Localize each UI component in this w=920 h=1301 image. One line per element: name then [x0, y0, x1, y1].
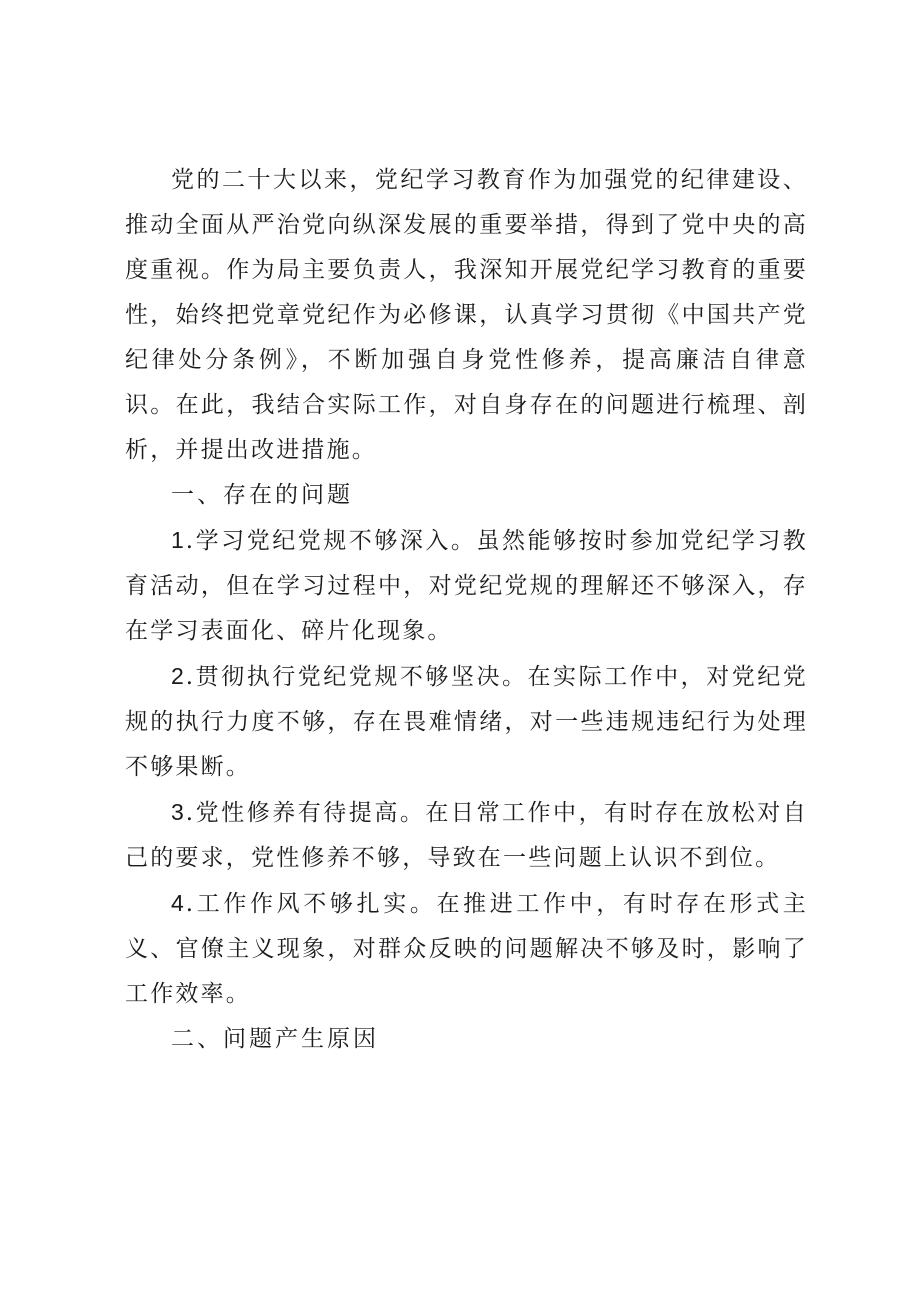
problem-item-1 — [125, 518, 808, 654]
problem-item-2 — [125, 654, 808, 790]
item-number: 1 — [171, 527, 184, 553]
item-text: .贯彻执行党纪党规不够坚决。在实际工作中，对党纪党规的执行力度不够，存在畏难情绪，对一些违规违纪行为处理不够果断。 — [125, 664, 808, 780]
section-heading-causes: 二、问题产生原因 — [171, 1026, 379, 1052]
item-text: .党性修养有待提高。在日常工作中，有时存在放松对自己的要求，党性修养不够，导致在一些问题上认识不到位。 — [125, 800, 808, 871]
section-heading-problems: 一、存在的问题 — [171, 482, 353, 508]
item-text: .学习党纪党规不够深入。虽然能够按时参加党纪学习教育活动，但在学习过程中，对党纪党规的理解还不够深入，存在学习表面化、碎片化现象。 — [125, 528, 808, 644]
problem-item-4 — [125, 881, 808, 1017]
item-number: 4 — [171, 890, 184, 916]
item-text: .工作作风不够扎实。在推进工作中，有时存在形式主义、官僚主义现象，对群众反映的问题解决不够及时，影响了工作效率。 — [125, 891, 808, 1007]
item-number: 2 — [171, 663, 184, 689]
intro-paragraph: 党的二十大以来，党纪学习教育作为加强党的纪律建设、推动全面从严治党向纵深发展的重要举措，得到了党中央的高度重视。作为局主要负责人，我深知开展党纪学习教育的重要性，始终把党章党纪作为必修课，认真学习贯彻《中国共产党纪律处分条例》，不断加强自身党性修养，提高廉洁自律意识。在此，我结合实际工作，对自身存在的问题进行梳理、剖析，并提出改进措施。 — [125, 167, 808, 463]
item-number: 3 — [171, 799, 184, 825]
document-body — [125, 158, 808, 1062]
problem-item-3 — [125, 790, 808, 881]
